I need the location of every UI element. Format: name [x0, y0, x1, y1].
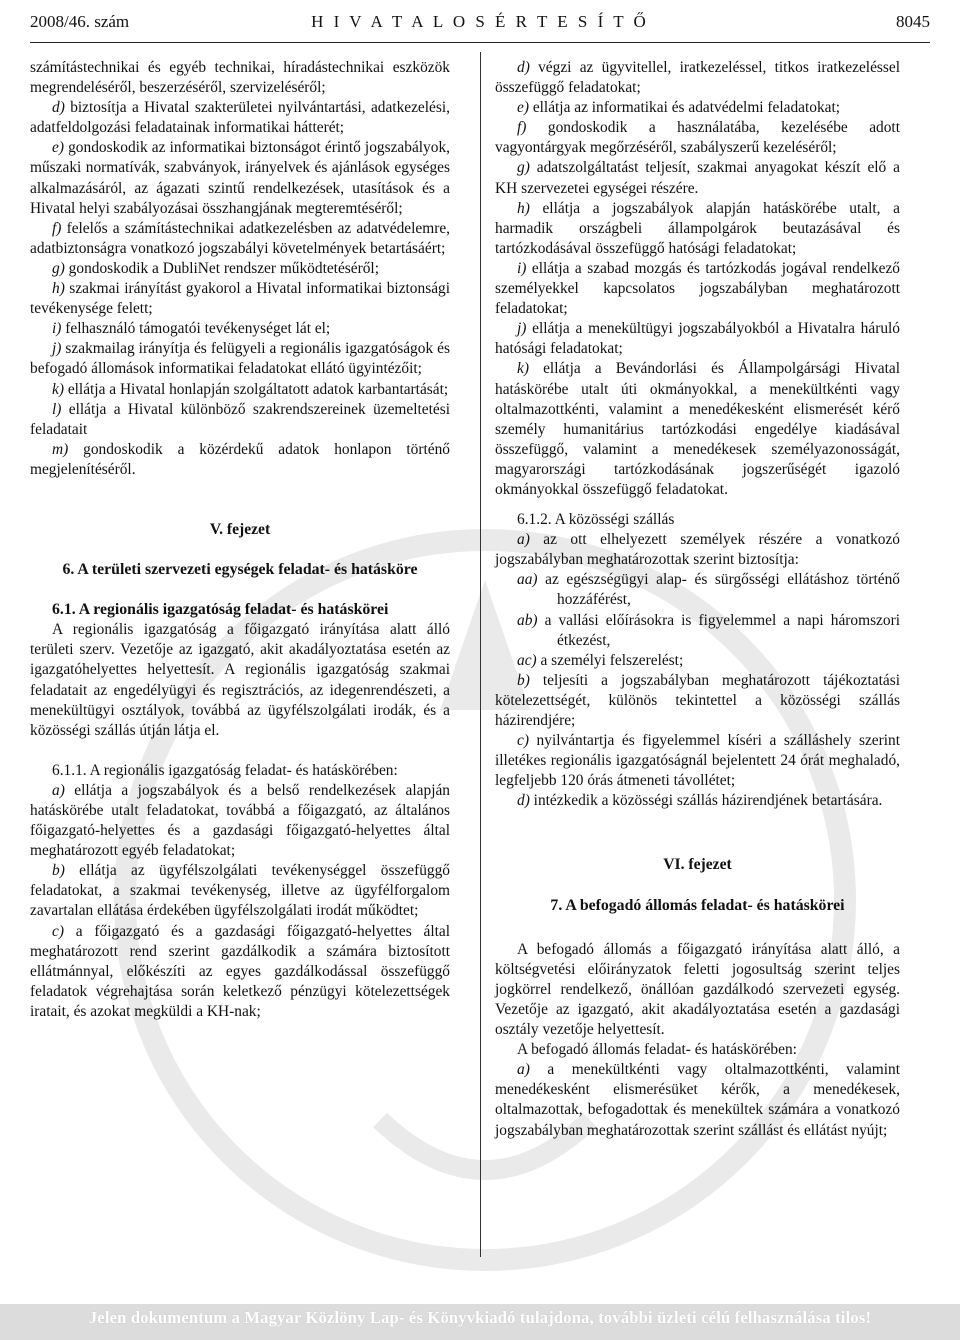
header-rule	[30, 42, 930, 43]
list-item-d: d) intézkedik a közösségi szállás házirendjének betartására.	[517, 792, 883, 810]
list-item-l: l) ellátja a Hivatal különböző szakrendszereinek üzemeltetési feladatait	[30, 400, 450, 438]
section-heading: 6. A területi szervezeti egységek feladat- és hatásköre	[62, 561, 418, 579]
right-column	[495, 58, 900, 1141]
left-column	[30, 58, 450, 1022]
list-item-k: k) ellátja a Bevándorlási és Állampolgársági Hivatal hatáskörébe utalt úti okmányokkal, a menekültkénti vagy oltalmazottkénti, valamint a menedékesként elismerését kérő személy humanitárius tartózkodási engedélye kiadásával összefüggő, valamint a menedékesek személyazonosságát, magyarországi tartózkodásának jogszerűségét igazoló okmányokkal összefüggő feladatokat.	[495, 360, 900, 498]
paragraph: A regionális igazgatóság a főigazgató irányítása alatt álló területi szerv. Vezetője az igazgató, akit akadályoztatása esetén az igazgatóhelyettes helyettesít. A regionális igazgatóság szakmai feladatait az engedélyügyi és regisztrációs, az idegenrendészeti, a menekültügyi osztályok, továbbá az ügyfélszolgálati irodák, és a közösségi szállás útján látja el.	[30, 621, 450, 739]
list-item-ab: ab) a vallási előírásokra is figyelemmel a napi háromszori étkezést,	[517, 611, 900, 649]
list-item-b: b) ellátja az ügyfélszolgálati tevékenységgel összefüggő feladatokat, a szakmai tevékenység, illetve az ügyfélforgalom zavartalan ellátása érdekében ügyfélszolgálati irodát működtet;	[30, 862, 450, 920]
list-item-c: c) nyilvántartja és figyelemmel kíséri a szálláshely szerint illetékes regionális igazgatóságnál bejelentett 24 órát meghaladó, legfeljebb 120 órás átmeneti távollétet;	[495, 732, 900, 790]
list-item-a: a) az ott elhelyezett személyek részére a vonatkozó jogszabályban meghatározottak szerint biztosítja:	[495, 531, 900, 569]
page-number: 8045	[896, 12, 930, 31]
list-item-h: h) ellátja a jogszabályok alapján hatáskörébe utalt, a harmadik országbeli állampolgárok beutazásával és tartózkodásával összefüggő hatósági feladatokat;	[495, 199, 900, 257]
chapter-heading: VI. fejezet	[663, 856, 732, 874]
page-header	[30, 8, 930, 36]
list-item-j: j) ellátja a menekültügyi jogszabályokból a Hivatalra háruló hatósági feladatokat;	[495, 320, 900, 358]
list-item-i: i) ellátja a szabad mozgás és tartózkodás jogával rendelkező személyekkel kapcsolatos jogszabályban meghatározott feladatokat;	[495, 259, 900, 318]
list-item-ac: ac) a személyi felszerelést;	[517, 651, 684, 669]
list-item-m: m) gondoskodik a közérdekű adatok honlapon történő megjelenítéséről.	[30, 440, 450, 478]
section-heading: 7. A befogadó állomás feladat- és hatáskörei	[550, 896, 845, 914]
copyright-notice: Jelen dokumentum a Magyar Közlöny Lap- és Könyvkiadó tulajdona, további üzleti célú felhasználása tilos!	[88, 1308, 872, 1327]
list-item-h: h) szakmai irányítást gyakorol a Hivatal informatikai biztonsági tevékenysége felett;	[30, 280, 450, 318]
list-item-k: k) ellátja a Hivatal honlapján szolgáltatott adatok karbantartását;	[52, 380, 449, 398]
publication-title: H I V A T A L O S É R T E S Í T Ő	[311, 12, 649, 31]
list-item-a: a) a menekültkénti vagy oltalmazottkénti, valamint menedékesként elismerésüket kérők, a menedékesek, oltalmazottak, befogadottak és menekültek számára a vonatkozó jogszabályban meghatározottak szerint szállást és ellátást nyújt;	[495, 1061, 900, 1139]
list-item-g: g) adatszolgáltatást teljesít, szakmai anyagokat készít elő a KH szervezetei egységei részére.	[495, 159, 900, 197]
list-item-aa: aa) az egészségügyi alap- és sürgősségi ellátáshoz történő hozzáférést,	[517, 571, 900, 609]
list-item-d: d) végzi az ügyvitellel, iratkezeléssel, titkos iratkezeléssel összefüggő feladatokat;	[495, 59, 900, 97]
list-item-j: j) szakmailag irányítja és felügyeli a regionális igazgatóságok és befogadó állomások informatikai feladatokat ellátó ügyintézőit;	[30, 340, 450, 378]
chapter-heading: V. fejezet	[209, 520, 271, 538]
list-item-f: f) felelős a számítástechnikai adatkezelésben az adatvédelemre, adatbiztonságra vonatkozó jogszabályi követelmények betartásáért;	[30, 219, 450, 257]
list-item-e: e) gondoskodik az informatikai biztonságot érintő jogszabályok, műszaki normatívák, szabványok, irányelvek és ajánlások egységes alkalmazásáról, az ágazati szintű rendelkezések, utasítások és a Hivatal helyi szabályozásai összhangjának megteremtéséről;	[30, 139, 450, 217]
column-divider	[480, 52, 481, 1257]
paragraph: számítástechnikai és egyéb technikai, híradástechnikai eszközök megrendeléséről, beszerzéséről, szervizeléséről;	[30, 59, 450, 97]
issue-number: 2008/46. szám	[30, 12, 130, 31]
subsection-heading: 6.1.2. A közösségi szállás	[517, 511, 675, 529]
list-item-g: g) gondoskodik a DubliNet rendszer működtetéséről;	[52, 259, 379, 277]
list-item-c: c) a főigazgató és a gazdasági főigazgató-helyettes által meghatározott rend szerint gazdálkodik a számára biztosított ellátmánnyal, előkészíti az egyes gazdálkodással összefüggő feladatok végrehajtása során keletkező pénzügyi kötelezettségek iratait, és azokat megküldi a KH-nak;	[30, 922, 450, 1020]
paragraph: 6.1.1. A regionális igazgatóság feladat- és hatáskörében:	[52, 761, 398, 779]
list-item-i: i) felhasználó támogatói tevékenységet lát el;	[52, 320, 331, 338]
paragraph: A befogadó állomás feladat- és hatáskörében:	[517, 1041, 797, 1059]
list-item-f: f) gondoskodik a használatába, kezelésébe adott vagyontárgyak megőrzéséről, szabályszerű kezeléséről;	[495, 119, 900, 157]
list-item-d: d) biztosítja a Hivatal szakterületei nyilvántartási, adatkezelési, adatfeldolgozási feladatainak informatikai hátterét;	[30, 99, 450, 137]
paragraph: A befogadó állomás a főigazgató irányítása alatt álló, a költségvetési előirányzatok feletti jogosultság szerint teljes jogkörrel rendelkező, önállóan gazdálkodó szervezeti egység. Vezetője az igazgató, akit akadályoztatása esetén a gazdasági osztály vezetője helyettesít.	[495, 940, 900, 1039]
list-item-e: e) ellátja az informatikai és adatvédelmi feladatokat;	[517, 99, 841, 117]
list-item-b: b) teljesíti a jogszabályban meghatározott tájékoztatási kötelezettségét, különös tekintettel a közösségi szállás házirendjére;	[495, 671, 900, 729]
subsection-heading: 6.1. A regionális igazgatóság feladat- és hatáskörei	[52, 601, 389, 619]
list-item-a: a) ellátja a jogszabályok és a belső rendelkezések alapján hatáskörébe utalt feladatokat, továbbá a főigazgató, az általános főigazgató-helyettes és a gazdasági főigazgató-helyettes által meghatározott egyéb feladatokat;	[30, 781, 450, 860]
